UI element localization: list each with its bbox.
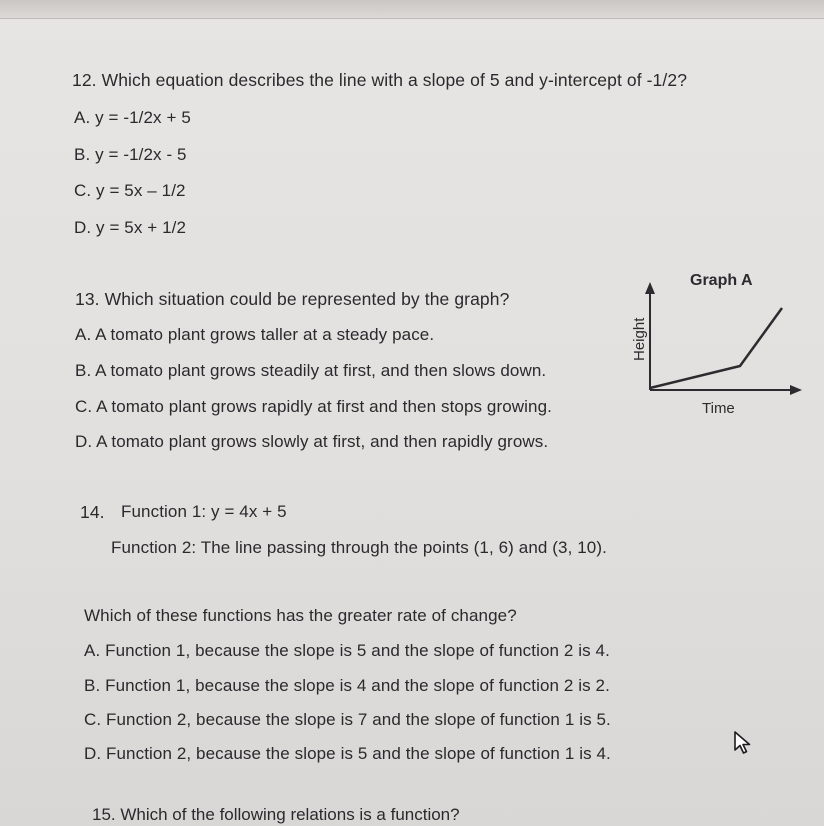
graph-x-label: Time [702,400,735,417]
q13-title: 13. Which situation could be represented by the graph? [75,289,510,309]
q14-option-b[interactable]: B. Function 1, because the slope is 4 and the slope of function 2 is 2. [84,676,610,695]
graph-title: Graph A [690,272,753,289]
q14-question: Which of these functions has the greater rate of change? [84,606,517,625]
q15-title: 15. Which of the following relations is a function? [92,805,460,824]
graph-y-arrow [645,282,655,294]
q13-option-c[interactable]: C. A tomato plant grows rapidly at first and then stops growing. [75,397,552,416]
mouse-pointer-icon [733,730,753,761]
graph-line [650,308,782,388]
q13-option-d[interactable]: D. A tomato plant grows slowly at first, and then rapidly grows. [75,432,549,451]
graph-a [612,268,817,428]
q14-option-a[interactable]: A. Function 1, because the slope is 5 and the slope of function 2 is 4. [84,641,610,660]
q12-option-c[interactable]: C. y = 5x – 1/2 [74,181,186,200]
q12-option-b[interactable]: B. y = -1/2x - 5 [74,145,187,164]
q13-option-a[interactable]: A. A tomato plant grows taller at a steady pace. [75,325,435,344]
q14-function-1: Function 1: y = 4x + 5 [121,502,287,521]
q14-option-c[interactable]: C. Function 2, because the slope is 7 and the slope of function 1 is 5. [84,710,611,729]
q14-number: 14. [80,502,105,522]
graph-x-arrow [790,385,802,395]
graph-y-label: Height [631,317,648,361]
q12-option-d[interactable]: D. y = 5x + 1/2 [74,218,187,237]
q14-option-d[interactable]: D. Function 2, because the slope is 5 and the slope of function 1 is 4. [84,744,611,763]
q13-option-b[interactable]: B. A tomato plant grows steadily at first, and then slows down. [75,361,547,380]
q14-function-2: Function 2: The line passing through the points (1, 6) and (3, 10). [111,538,607,557]
top-border [0,0,824,19]
q12-title: 12. Which equation describes the line with a slope of 5 and y-intercept of -1/2? [72,70,688,90]
q12-option-a[interactable]: A. y = -1/2x + 5 [74,108,191,127]
